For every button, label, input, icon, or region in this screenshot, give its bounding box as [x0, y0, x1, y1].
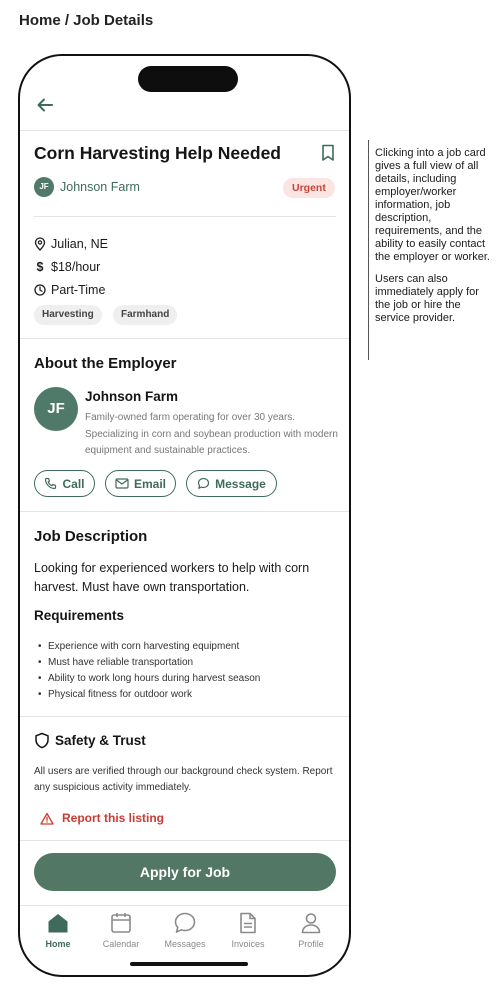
- message-button-label: Message: [215, 476, 266, 491]
- annotation-note: [368, 140, 496, 360]
- tab-label: Invoices: [231, 939, 265, 949]
- tag-farmhand: Farmhand: [113, 305, 177, 325]
- location-pin-icon: [34, 237, 46, 251]
- email-button[interactable]: [105, 470, 176, 497]
- tab-calendar[interactable]: [91, 911, 151, 949]
- tab-label: Profile: [298, 939, 324, 949]
- job-type-row: [34, 283, 105, 297]
- section-divider: [20, 511, 349, 512]
- message-button[interactable]: [186, 470, 277, 497]
- section-divider: [20, 338, 349, 339]
- email-button-label: Email: [133, 476, 166, 491]
- chat-bubble-icon: [173, 911, 197, 935]
- tab-profile[interactable]: [281, 911, 341, 949]
- header-divider: [20, 130, 349, 131]
- tab-home[interactable]: [28, 911, 88, 949]
- job-location: Julian, NE: [51, 237, 108, 251]
- pay-row: [34, 260, 100, 274]
- phone-icon: [44, 477, 57, 490]
- job-description-text: Looking for experienced workers to help with corn harvest. Must have own transportation.: [34, 561, 310, 594]
- tab-label: Messages: [164, 939, 206, 949]
- section-divider: [20, 840, 349, 841]
- breadcrumb: Home / Job Details: [19, 12, 154, 29]
- job-details-screen: [20, 56, 349, 975]
- tab-messages[interactable]: [155, 911, 215, 949]
- tab-label: Calendar: [102, 939, 140, 949]
- home-indicator: [130, 962, 248, 966]
- employer-section-title: About the Employer: [34, 355, 177, 372]
- mail-icon: [115, 478, 129, 489]
- job-type: Part-Time: [51, 283, 106, 297]
- job-title: Corn Harvesting Help Needed: [34, 143, 281, 163]
- requirement-item: • Experience with corn harvesting equipment: [34, 639, 260, 655]
- apply-for-job-button[interactable]: Apply for Job: [34, 853, 336, 891]
- dollar-icon: $: [36, 260, 44, 274]
- tab-invoices[interactable]: [218, 911, 278, 949]
- requirement-item: • Physical fitness for outdoor work: [34, 687, 260, 703]
- employer-avatar: JF: [34, 387, 78, 431]
- chat-bubble-icon: [197, 477, 210, 490]
- person-icon: [299, 911, 323, 935]
- employer-avatar-small: JF: [34, 177, 54, 197]
- employer-name: Johnson Farm: [85, 389, 179, 404]
- calendar-icon: [109, 911, 133, 935]
- annotation-paragraph: Users can also immediately apply for the job or hire the service provider.: [375, 273, 479, 324]
- document-icon: [236, 911, 260, 935]
- urgent-badge: Urgent: [283, 178, 335, 198]
- home-icon: [46, 911, 70, 935]
- requirements-list: [34, 639, 260, 703]
- job-pay: $18/hour: [51, 260, 101, 274]
- safety-text: All users are verified through our background check system. Report any suspicious activity immediately.: [34, 766, 333, 793]
- dynamic-island: [138, 66, 238, 92]
- title-divider: [34, 216, 336, 217]
- location-row: [34, 237, 108, 251]
- report-listing-link[interactable]: [40, 811, 164, 825]
- warning-icon: [40, 812, 54, 825]
- requirement-item: • Ability to work long hours during harvest season: [34, 671, 260, 687]
- tag-harvesting: Harvesting: [34, 305, 102, 325]
- bookmark-icon[interactable]: [320, 144, 336, 162]
- requirements-title: Requirements: [34, 608, 125, 623]
- safety-header: [34, 732, 146, 749]
- employer-description: Family-owned farm operating for over 30 years. Specializing in corn and soybean production with modern equipment and sustainable practices.: [85, 412, 338, 456]
- requirement-item: • Must have reliable transportation: [34, 655, 260, 671]
- safety-title: Safety & Trust: [55, 733, 146, 748]
- report-listing-label: Report this listing: [62, 811, 164, 825]
- annotation-paragraph: Clicking into a job card gives a full view of all details, including employer/worker information, job description, requirements, and the ability to easily contact the employer or worker.: [375, 147, 490, 263]
- back-arrow-icon[interactable]: [34, 94, 56, 116]
- tab-label: Home: [45, 939, 71, 949]
- phone-frame: [18, 54, 351, 977]
- section-divider: [20, 716, 349, 717]
- shield-icon: [34, 732, 50, 749]
- job-description-title: Job Description: [34, 528, 148, 545]
- call-button-label: Call: [62, 476, 85, 491]
- employer-name-link[interactable]: Johnson Farm: [60, 180, 140, 194]
- call-button[interactable]: [34, 470, 95, 497]
- clock-icon: [34, 284, 46, 296]
